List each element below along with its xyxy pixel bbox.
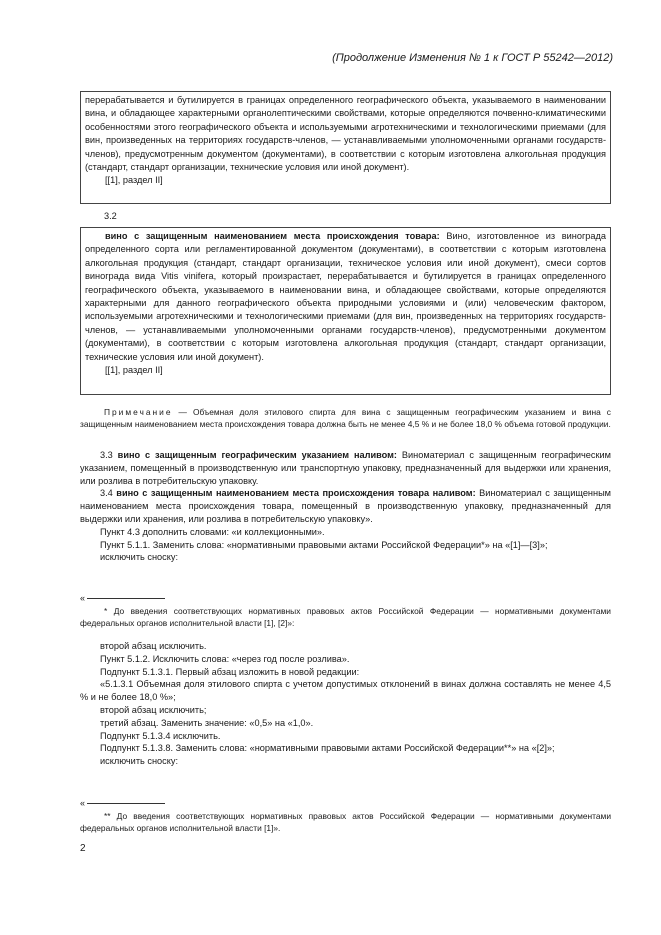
definition-1-reference: [[1], раздел II] [105,175,163,186]
paragraph-3-4 [80,487,611,525]
footnote-2 [80,810,611,834]
note-text: — Объемная доля этилового спирта для вина с защищенным географическим указанием и вина с защищенным наименованием места происхождения товара должна быть не менее 4,5 % и не более 18,0 % объема готовой продукции. [80,407,611,429]
footnote-separator-1 [80,593,165,603]
paragraph-3-3-term: вино с защищенным географическим указанием наливом: [117,450,397,460]
definition-2-term: вино с защищенным наименованием места происхождения товара: [105,231,440,241]
page-number: 2 [80,843,86,854]
opening-quote: « [80,798,86,808]
footnote-2-text: ** До введения соответствующих нормативных правовых актов Российской Федерации — нормативными документами федеральных органов исполнительной власти [1]». [80,811,611,833]
definition-2-reference: [[1], раздел II] [105,365,163,376]
amendment-line: Подпункт 5.1.3.8. Заменить слова: «нормативными правовыми актами Российской Федерации**» на «[2]»; [100,743,555,754]
definition-box-2 [80,227,611,395]
opening-quote: « [80,593,86,603]
paragraph-3-4-text: Виноматериал с защищенным наименованием места происхождения товара, помещенный в производственную упаковку, предназначенный для выдержки или хранения, или розлива в потребительскую упаковку». [80,488,611,524]
note-label: Примечание [104,407,173,417]
paragraph-3-3-text: Виноматериал с защищенным географическим указанием, помещенный в производственную или транспортную упаковку, предназначенный для выдержки или хранения, или розлива в потребительскую упаковку. [80,450,611,486]
amendment-line: Пункт 5.1.2. Исключить слова: «через год после розлива». [100,653,350,664]
amendments-section [80,640,611,768]
amendment-line: исключить сноску: [100,756,179,767]
amendment-line: Подпункт 5.1.3.1. Первый абзац изложить в новой редакции: [100,666,360,677]
amendment-line: второй абзац исключить. [100,641,207,651]
separator-rule [87,598,165,599]
amendment-line: Пункт 4.3 дополнить словами: «и коллекционными». [100,526,325,537]
footnote-1 [80,605,611,629]
amendment-line: второй абзац исключить; [100,704,207,715]
footnote-1-text: * До введения соответствующих нормативных правовых актов Российской Федерации — нормативными документами федеральных органов исполнительной власти [1], [2]»: [80,606,611,628]
amendment-line: исключить сноску: [100,552,179,563]
footnote-separator-2 [80,798,165,808]
definition-box-1 [80,91,611,204]
note-paragraph [80,406,611,430]
definition-2-text [85,230,606,364]
paragraph-3-4-number: 3.4 [100,488,113,499]
separator-rule [87,803,165,804]
terms-section [80,449,611,564]
paragraph-3-3 [80,449,611,487]
amendment-line: Пункт 5.1.1. Заменить слова: «нормативными правовыми актами Российской Федерации*» на «[1]—[3]»; [100,539,548,550]
section-number-3-2: 3.2 [104,211,117,221]
amendment-line: третий абзац. Заменить значение: «0,5» на «1,0». [100,717,314,728]
page-header: (Продолжение Изменения № 1 к ГОСТ Р 55242—2012) [332,52,613,64]
definition-2-body: Вино, изготовленное из винограда определенного сорта или регламентированной документом (документами), в соответствии с которым изготовлена алкогольная продукция (стандарт, стандарт организации, техническое условия или иной документ), смеси сортов винограда вида Vitis vinifera, который произрастает, перерабатывается и бутилируется в границах определенного географического объекта, указываемого в наименовании вина, и обладающее свойствами, которые определяются характерными для данного географического объекта природными условиями и (или) человеческим фактором, используемыми агротехническими и технологическими приемами (для вин, произведенных на территориях государств-членов, — устанавливаемыми уполномоченными органами государств-членов), предусмотренными документом (документами), в соответствии с которым изготовлена алкогольная продукция (стандарт, стандарт организации, технические условия или иной документ). [85,231,606,362]
amendment-line: «5.1.3.1 Объемная доля этилового спирта с учетом допустимых отклонений в винах должна составлять не менее 4,5 % и не более 18,0 %»; [80,679,611,703]
paragraph-3-3-number: 3.3 [100,450,113,460]
amendment-line: Подпункт 5.1.3.4 исключить. [100,730,221,741]
definition-1-text: перерабатывается и бутилируется в границах определенного географического объекта, указываемого в наименовании вина, и обладающее характерными органолептическими свойствами, которые определяются почвенно-климатическими особенностями этого географического объекта и используемыми агротехническими и технологическими приемами (для вин, произведенных на территориях государств-членов, — устанавливаемыми уполномоченными органами государств-членов), предусмотренным документом (документами), в соответствии с которым изготовлена алкогольная продукция (стандарт, стандарт организации, технические условия или иной документ). [85,95,606,173]
paragraph-3-4-term: вино с защищенным наименованием места происхождения товара наливом: [116,488,476,499]
